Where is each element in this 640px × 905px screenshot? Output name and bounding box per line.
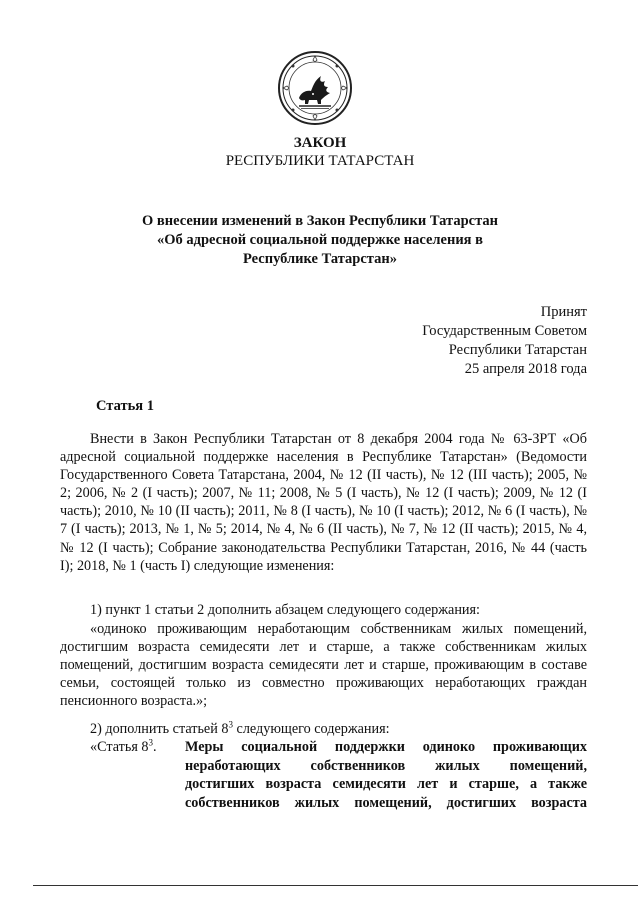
- article-title-line: собственников жилых помещений, достигших возраста: [185, 794, 587, 811]
- adoption-line: Принят: [540, 304, 587, 320]
- article-8-3-title: [185, 738, 587, 812]
- article-label-prefix: «Статья 8: [90, 739, 149, 755]
- adoption-block: [422, 303, 587, 379]
- article-label-suffix: .: [153, 739, 157, 755]
- coat-of-arms-emblem: [277, 50, 353, 126]
- item-1-quote: «одиноко проживающим неработающим собственникам жилых помещений, достигшим возраста семидесяти лет и старше, а также собственникам жилых помещений, достигшим возраста семидесяти лет и старше, проживающим в составе семьи, состоящей только из совместно проживающих неработающих граждан пенсионного возраста.»;: [60, 621, 587, 710]
- adoption-line: Республики Татарстан: [448, 342, 587, 358]
- heading-line: Республике Татарстан»: [243, 251, 397, 267]
- article-title-line: Меры социальной поддержки одиноко проживающих: [185, 739, 587, 755]
- article-1-intro: Внести в Закон Республики Татарстан от 8 декабря 2004 года № 63-ЗРТ «Об адресной социальной поддержке населения в Республике Татарстан» (Ведомости Государственного Совета Татарстана, 2004, № 12 (II часть), № 12 (III часть); 2005, № 2; 2006, № 2 (I часть); 2007, № 11; 2008, № 5 (I часть), № 12 (I часть); 2009, № 12 (I часть); 2010, № 10 (II часть); 2011, № 8 (I часть), № 10 (I часть); 2012, № 6 (I часть), № 7 (I часть); 2013, № 1, № 5; 2014, № 4, № 6 (II часть), № 7, № 12 (II часть); 2015, № 4, № 12 (I часть); Собрание законодательства Республики Татарстан, 2016, № 44 (часть I); 2018, № 1 (часть I) следующие изменения:: [60, 431, 587, 574]
- article-label-sup: 3: [148, 737, 154, 748]
- item-2-sup: 3: [228, 719, 233, 730]
- article-8-3-label: [90, 738, 157, 757]
- article-title-line: достигших возраста семидесяти лет и старше, а также: [185, 776, 587, 793]
- adoption-date: 25 апреля 2018 года: [464, 361, 587, 377]
- heading-line: «Об адресной социальной поддержке населения в: [156, 232, 483, 248]
- law-heading: [100, 212, 540, 269]
- law-title: ЗАКОН: [293, 135, 347, 151]
- heading-line: О внесении изменений в Закон Республики Татарстан: [142, 213, 498, 229]
- item-2-prefix: 2) дополнить статьей 8: [90, 721, 229, 737]
- page-bottom-rule: [33, 885, 638, 886]
- adoption-line: Государственным Советом: [422, 323, 587, 339]
- item-2: [60, 720, 587, 738]
- article-title-line: неработающих собственников жилых помещений,: [185, 757, 587, 774]
- article-1-heading: Статья 1: [96, 398, 154, 414]
- item-2-suffix: следующего содержания:: [232, 721, 390, 737]
- item-1: 1) пункт 1 статьи 2 дополнить абзацем следующего содержания:: [90, 602, 480, 618]
- republic-name: РЕСПУБЛИКИ ТАТАРСТАН: [225, 153, 415, 169]
